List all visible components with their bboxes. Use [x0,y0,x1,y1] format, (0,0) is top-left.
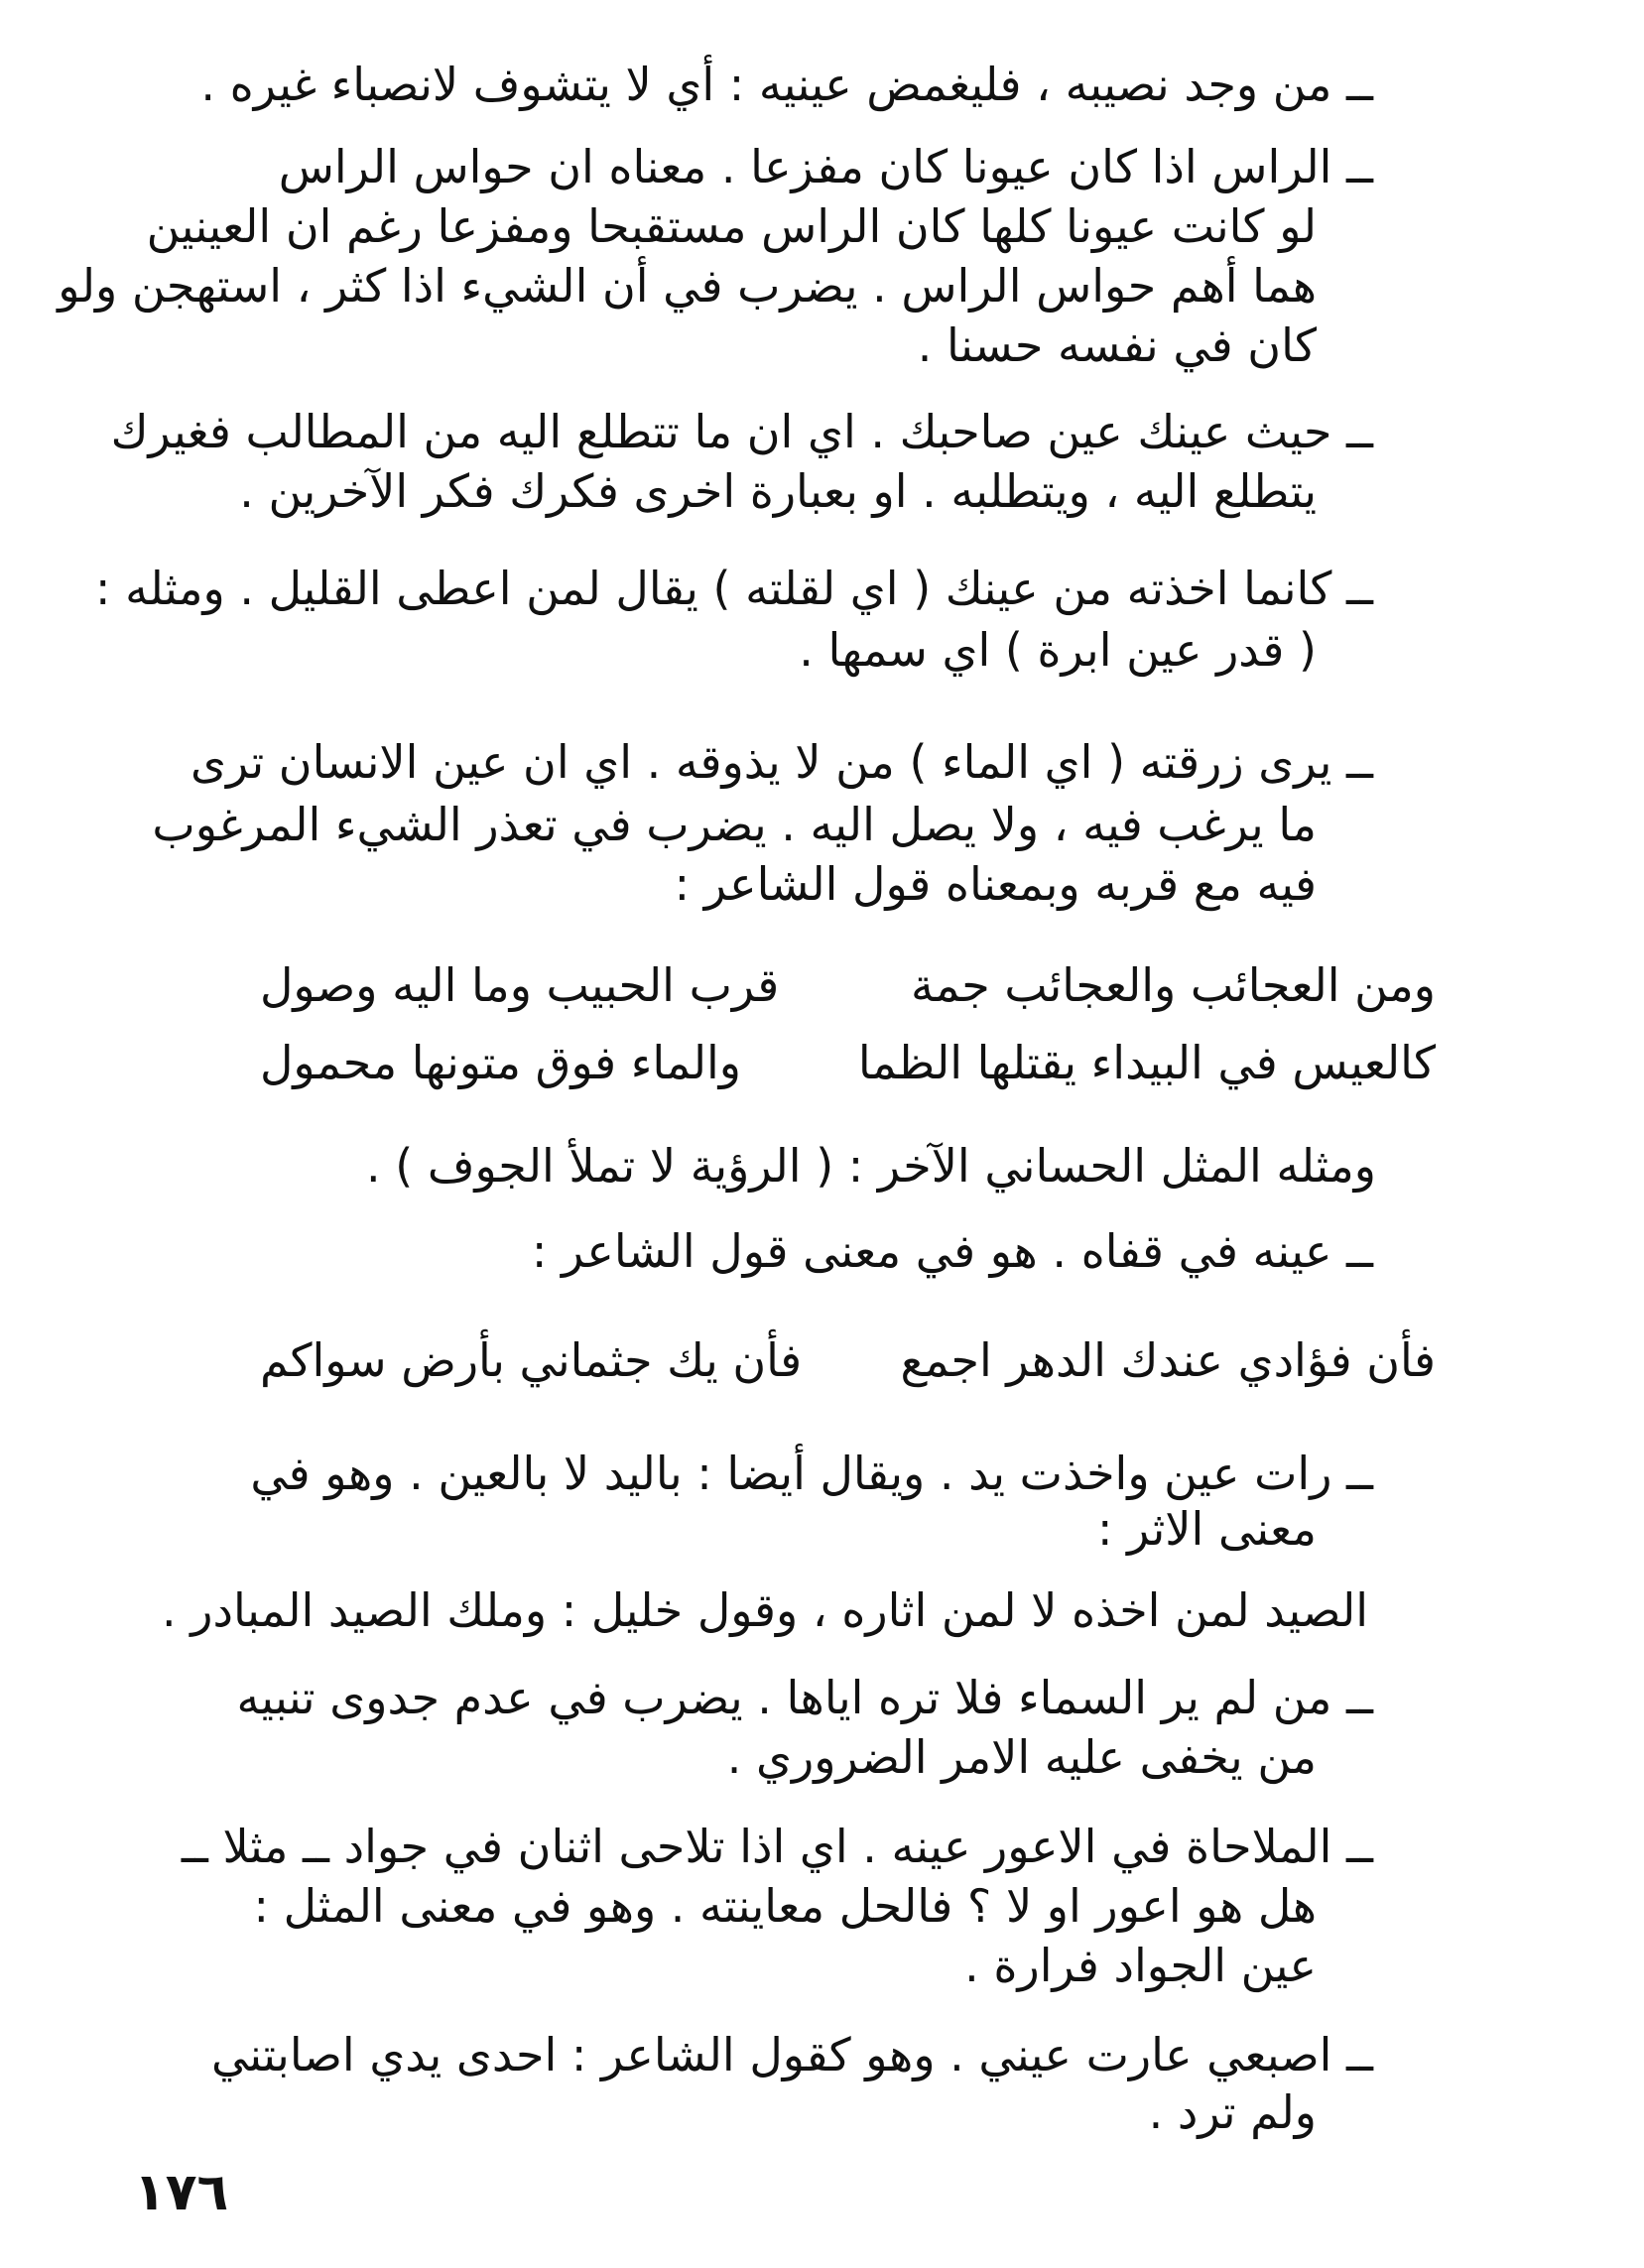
poem-hemistich-left: والماء فوق متونها محمول [260,1036,741,1089]
poem-hemistich-left: قرب الحبيب وما اليه وصول [260,958,780,1012]
text-line: معنى الاثر : [1097,1502,1317,1556]
text-line: ــ يرى زرقته ( اي الماء ) من لا يذوقه . اي ان عين الانسان ترى [190,735,1373,789]
text-line: ــ من لم ير السماء فلا تره اياها . يضرب في عدم جدوى تنبيه [236,1671,1373,1724]
text-line: ــ اصبعي عارت عيني . وهو كقول الشاعر : احدى يدي اصابتني [210,2028,1373,2081]
text-line: فيه مع قربه وبمعناه قول الشاعر : [674,857,1317,911]
text-line: ــ رات عين واخذت يد . ويقال أيضا : باليد لا بالعين . وهو في [250,1447,1373,1500]
poem-hemistich-right: كالعيس في البيداء يقتلها الظما [857,1036,1436,1089]
text-line: ومثله المثل الحساني الآخر : ( الرؤية لا تملأ الجوف ) . [366,1139,1376,1193]
text-line: ــ الراس اذا كان عيونا كان مفزعا . معناه ان حواس الراس [278,140,1373,193]
text-line: لو كانت عيونا كلها كان الراس مستقبحا ومفزعا رغم ان العينين [146,199,1317,253]
text-line: من يخفى عليه الامر الضروري . [726,1730,1317,1784]
text-line: عين الجواد فرارة . [964,1939,1317,1992]
text-line: ــ حيث عينك عين صاحبك . اي ان ما تتطلع اليه من المطالب فغيرك [110,405,1373,458]
page-number: ١٧٦ [134,2163,229,2222]
text-line: يتطلع اليه ، ويتطلبه . او بعبارة اخرى فكرك فكر الآخرين . [239,464,1317,518]
text-line: الصيد لمن اخذه لا لمن اثاره ، وقول خليل : وملك الصيد المبادر . [162,1583,1368,1637]
text-line: هل هو اعور او لا ؟ فالحل معاينته . وهو في معنى المثل : [253,1879,1317,1933]
text-line: ما يرغب فيه ، ولا يصل اليه . يضرب في تعذر الشيء المرغوب [152,798,1317,851]
text-line: ــ كانما اخذته من عينك ( اي لقلته ) يقال لمن اعطى القليل . ومثله : [95,562,1373,615]
text-line: ــ من وجد نصيبه ، فليغمض عينيه : أي لا يتشوف لانصباء غيره . [200,58,1373,111]
text-line: ( قدر عين ابرة ) اي سمها . [799,623,1317,677]
text-line: هما أهم حواس الراس . يضرب في أن الشيء اذا كثر ، استهجن ولو [58,259,1317,313]
text-line: ــ عينه في قفاه . هو في معنى قول الشاعر : [531,1224,1373,1278]
poem-hemistich-left: فأن يك جثماني بأرض سواكم [260,1333,803,1387]
text-line: كان في نفسه حسنا . [917,318,1317,372]
poem-hemistich-right: ومن العجائب والعجائب جمة [911,958,1436,1012]
text-line: ــ الملاحاة في الاعور عينه . اي اذا تلاحى اثنان في جواد ــ مثلا ــ [181,1820,1373,1873]
poem-hemistich-right: فأن فؤادي عندك الدهر اجمع [900,1333,1436,1387]
text-line: ولم ترد . [1148,2085,1317,2139]
